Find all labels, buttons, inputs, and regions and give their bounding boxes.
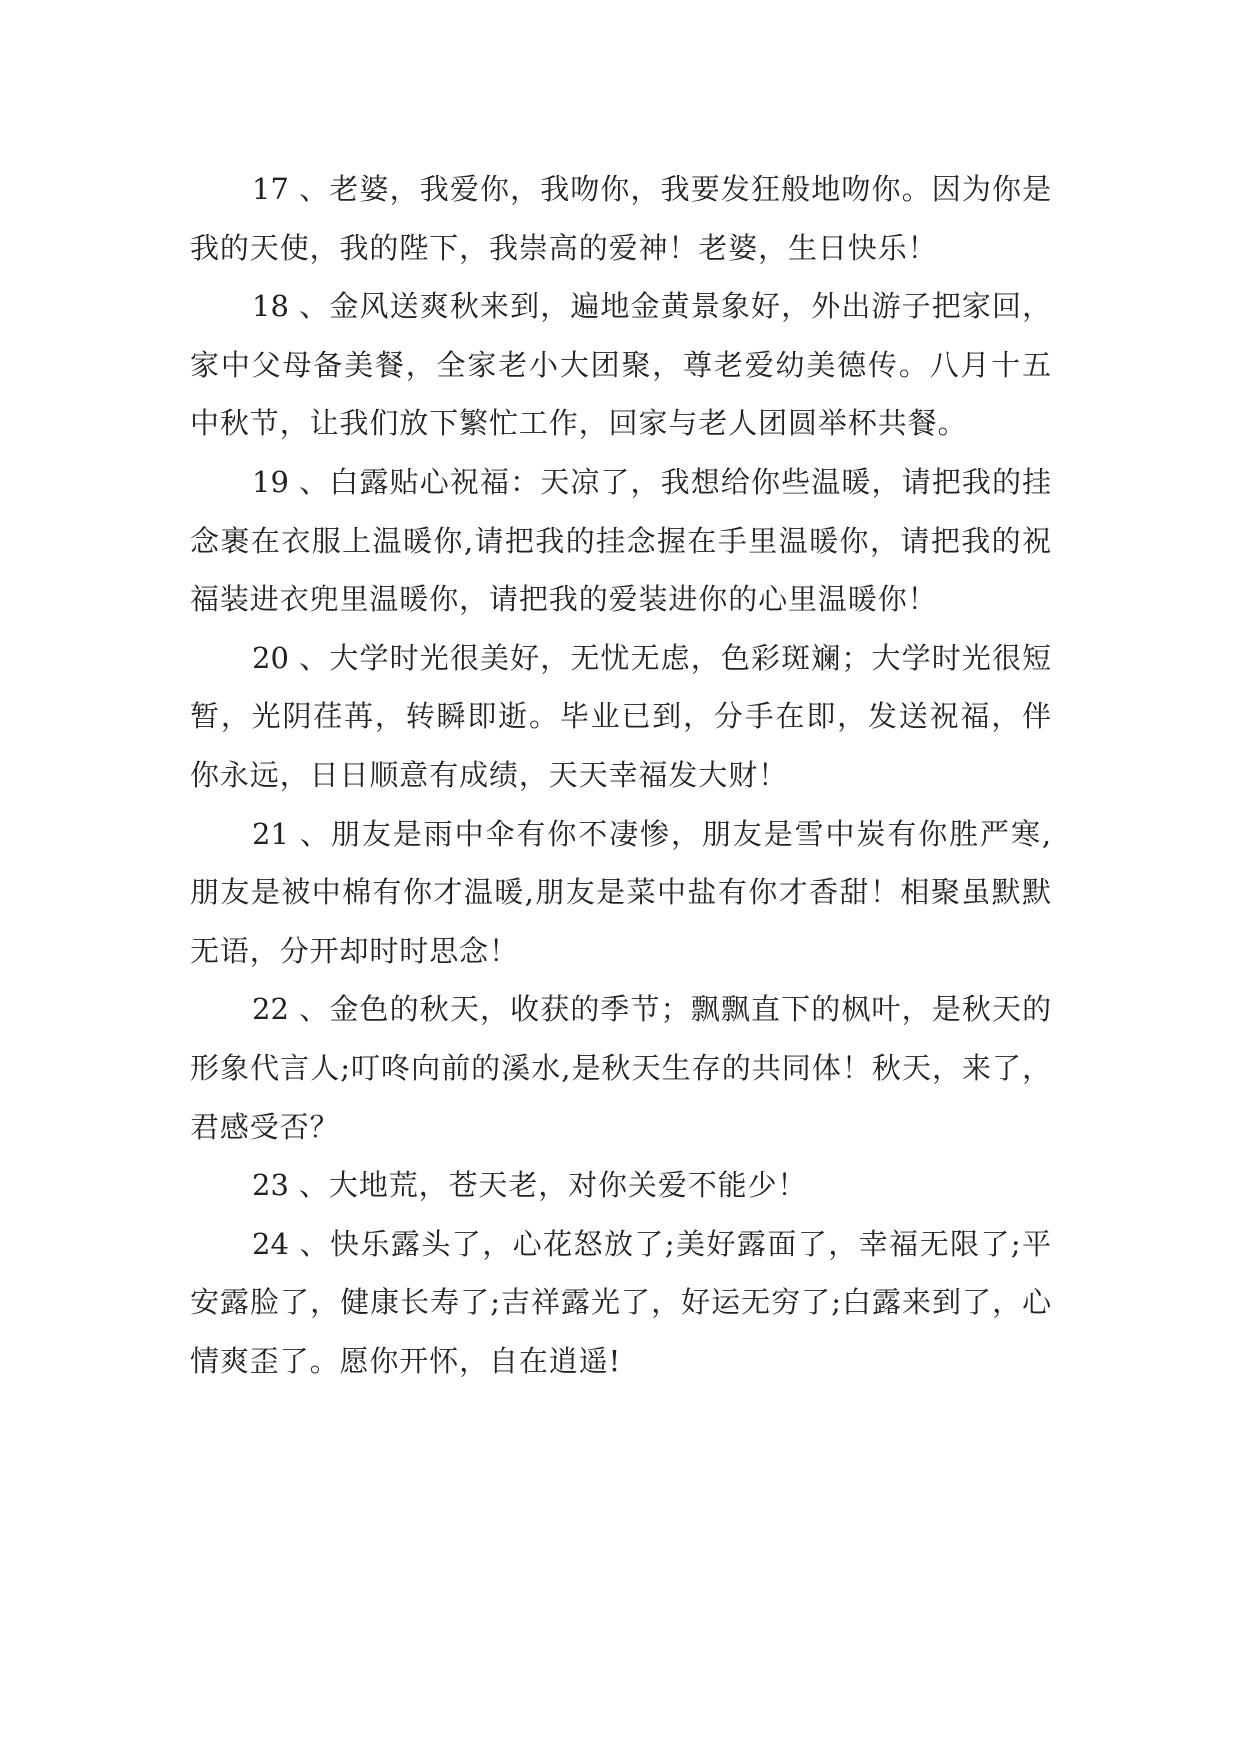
paragraph-text: 、老婆，我爱你，我吻你，我要发狂般地吻你。因为你是我的天使，我的陛下，我崇高的爱神！老婆，生日快乐！ xyxy=(190,172,1052,265)
paragraph-23 xyxy=(190,1156,1052,1215)
paragraph-number: 19 xyxy=(252,464,289,499)
paragraph-number: 17 xyxy=(252,172,289,206)
document-body xyxy=(190,160,1052,1390)
paragraph-number: 23 xyxy=(252,1168,289,1203)
paragraph-number: 21 xyxy=(252,816,289,851)
paragraph-number: 24 xyxy=(252,1226,289,1261)
paragraph-text: 、金色的秋天，收获的季节；飘飘直下的枫叶，是秋天的形象代言人;叮咚向前的溪水,是秋天生存的共同体！秋天，来了，君感受否？ xyxy=(190,992,1052,1144)
paragraph-text: 、大地荒，苍天老，对你关爱不能少！ xyxy=(299,1168,808,1203)
paragraph-text: 、金风送爽秋来到，遍地金黄景象好，外出游子把家回，家中父母备美餐，全家老小大团聚，尊老爱幼美德传。八月十五中秋节，让我们放下繁忙工作，回家与老人团圆举杯共餐。 xyxy=(190,289,1052,441)
paragraph-24 xyxy=(190,1215,1052,1391)
paragraph-number: 18 xyxy=(252,289,289,324)
paragraph-number: 22 xyxy=(252,992,289,1027)
paragraph-text: 、快乐露头了，心花怒放了;美好露面了，幸福无限了;平安露脸了，健康长寿了;吉祥露光了，好运无穷了;白露来到了，心情爽歪了。愿你开怀，自在逍遥! xyxy=(190,1226,1052,1378)
paragraph-text: 、白露贴心祝福：天凉了，我想给你些温暖，请把我的挂念裹在衣服上温暖你,请把我的挂念握在手里温暖你，请把我的祝福装进衣兜里温暖你，请把我的爱装进你的心里温暖你！ xyxy=(190,464,1052,617)
paragraph-17 xyxy=(190,160,1052,277)
paragraph-22 xyxy=(190,980,1052,1156)
paragraph-text: 、朋友是雨中伞有你不凄惨，朋友是雪中炭有你胜严寒,朋友是被中棉有你才温暖,朋友是菜中盐有你才香甜！相聚虽默默无语，分开却时时思念！ xyxy=(190,816,1052,968)
paragraph-18 xyxy=(190,277,1052,453)
paragraph-text: 、大学时光很美好，无忧无虑，色彩斑斓；大学时光很短暂，光阴荏苒，转瞬即逝。毕业已到，分手在即，发送祝福，伴你永远，日日顺意有成绩，天天幸福发大财！ xyxy=(190,640,1052,792)
paragraph-19 xyxy=(190,453,1052,629)
paragraph-number: 20 xyxy=(252,640,289,675)
paragraph-20 xyxy=(190,629,1052,805)
paragraph-21 xyxy=(190,805,1052,981)
